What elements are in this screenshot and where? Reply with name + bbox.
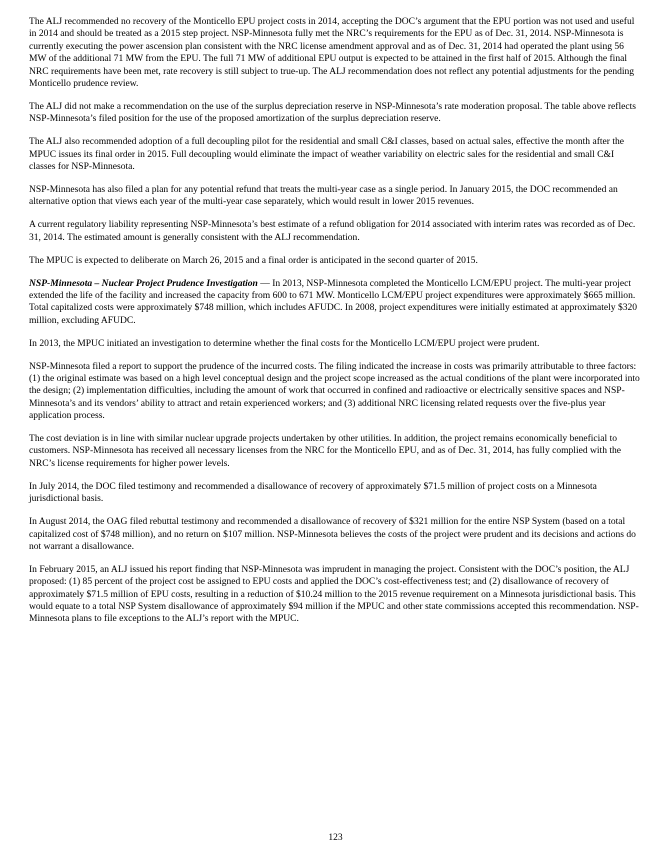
paragraph-text: A current regulatory liability representing NSP-Minnesota’s best estimate of a refund obligation for 2014 associated with interim rates was recorded as of Dec. 31, 2014. The estimated amount is generally consistent with the ALJ recommendation. bbox=[29, 219, 636, 243]
paragraph-regulatory-liability bbox=[29, 219, 642, 244]
paragraph-alj-report bbox=[29, 564, 642, 626]
paragraph-prudence-investigation bbox=[29, 278, 642, 328]
page-number: 123 bbox=[328, 833, 343, 843]
paragraph-decoupling-pilot bbox=[29, 136, 642, 173]
paragraph-text: In August 2014, the OAG filed rebuttal testimony and recommended a disallowance of recovery of $321 million for the entire NSP System (based on a total capitalized cost of $748 million), and no return on $107 million. NSP-Minnesota believes the costs of the project were prudent and its decisions and actions do not warrant a disallowance. bbox=[29, 516, 636, 552]
paragraph-text: The ALJ also recommended adoption of a full decoupling pilot for the residential and small C&I classes, based on actual sales, effective the month after the MPUC issues its final order in 2015. Full decoupling would eliminate the impact of weather variability on electric sales for the residential and small C&I classes for NSP-Minnesota. bbox=[29, 136, 624, 173]
paragraph-text: In July 2014, the DOC filed testimony and recommended a disallowance of recovery of approximately $71.5 million of project costs on a Minnesota jurisdictional basis. bbox=[29, 480, 597, 505]
paragraph-mpuc-deliberation bbox=[29, 255, 642, 267]
paragraph-text: — In 2013, NSP-Minnesota completed the Monticello LCM/EPU project. The multi-year project extended the life of the facility and increased the capacity from 600 to 671 MW. Monticello LCM/EPU project expenditures were approximately $665 million. Total capitalized costs were approximately $748 million, which includes AFUDC. In 2008, project expenditures were initially estimated at approximately $320 million, excluding AFUDC. bbox=[29, 277, 638, 326]
paragraph-doc-testimony bbox=[29, 481, 642, 506]
document-body bbox=[29, 16, 642, 636]
paragraph-surplus-depreciation bbox=[29, 101, 642, 126]
paragraph-text: The ALJ did not make a recommendation on the use of the surplus depreciation reserve in NSP-Minnesota’s rate moderation proposal. The table above reflects NSP-Minnesota’s filed position for the use of the proposed amortization of the surplus depreciation reserve. bbox=[29, 100, 636, 125]
paragraph-text: In 2013, the MPUC initiated an investigation to determine whether the final costs for the Monticello LCM/EPU project were prudent. bbox=[29, 337, 540, 349]
section-heading: NSP-Minnesota – Nuclear Project Prudence Investigation bbox=[29, 277, 258, 289]
paragraph-text: In February 2015, an ALJ issued his report finding that NSP-Minnesota was imprudent in managing the project. Consistent with the DOC’s position, the ALJ proposed: (1) 85 percent of the project cost be assigned to EPU costs and applied the DOC’s cost-effectiveness test; and (2) disallowance of recovery of approximately $71.5 million of EPU costs, resulting in a reduction of $10.24 million to the 2015 revenue requirement on a Minnesota jurisdictional basis. This would equate to a total NSP System disallowance of approximately $94 million if the MPUC and other state commissions accepted this recommendation. NSP-Minnesota plans to file exceptions to the ALJ’s report with the MPUC. bbox=[29, 563, 639, 625]
paragraph-text: NSP-Minnesota has also filed a plan for any potential refund that treats the multi-year case as a single period. In January 2015, the DOC recommended an alternative option that views each year of the multi-year case separately, which would result in lower 2015 revenues. bbox=[29, 183, 618, 208]
paragraph-cost-factors bbox=[29, 361, 642, 423]
paragraph-refund-plan bbox=[29, 184, 642, 209]
paragraph-mpuc-investigation bbox=[29, 338, 642, 350]
paragraph-text: NSP-Minnesota filed a report to support the prudence of the incurred costs. The filing indicated the increase in costs was primarily attributable to three factors: (1) the original estimate was based on a high level conceptual design and the project scope increased as the actual conditions of the plant were incorporated into the design; (2) implementation difficulties, including the amount of work that occurred in confined and radioactive or electrically sensitive spaces and NSP-Minnesota’s and its vendors’ ability to attract and retain experienced workers; and (3) additional NRC licensing related requests over the five-plus year application process. bbox=[29, 360, 640, 422]
paragraph-text: The cost deviation is in line with similar nuclear upgrade projects undertaken by other utilities. In addition, the project remains economically beneficial to customers. NSP-Minnesota has received all necessary licenses from the NRC for the Monticello EPU, and as of Dec. 31, 2014, has fully complied with the NRC’s license requirements for higher power levels. bbox=[29, 433, 622, 469]
paragraph-text: The MPUC is expected to deliberate on March 26, 2015 and a final order is anticipated in the second quarter of 2015. bbox=[29, 254, 478, 266]
paragraph-alj-monticello-epu bbox=[29, 16, 642, 90]
paragraph-cost-deviation bbox=[29, 433, 642, 470]
paragraph-oag-testimony bbox=[29, 516, 642, 553]
paragraph-text: The ALJ recommended no recovery of the Monticello EPU project costs in 2014, accepting the DOC’s argument that the EPU portion was not used and useful in 2014 and should be treated as a 2015 step project. NSP-Minnesota fully met the NRC’s requirements for the EPU as of Dec. 31, 2014. NSP-Minnesota is currently executing the power ascension plan consistent with the NRC license amendment approval and as of Dec. 31, 2014 had operated the plant using 56 MW of the additional 71 MW from the EPU. The full 71 MW of additional EPU output is expected to be attained in the first half of 2015. Although the final NRC requirements have been met, rate recovery is still subject to true-up. The ALJ recommendation does not reflect any potential adjustments for the pending Monticello prudence review. bbox=[29, 16, 635, 90]
